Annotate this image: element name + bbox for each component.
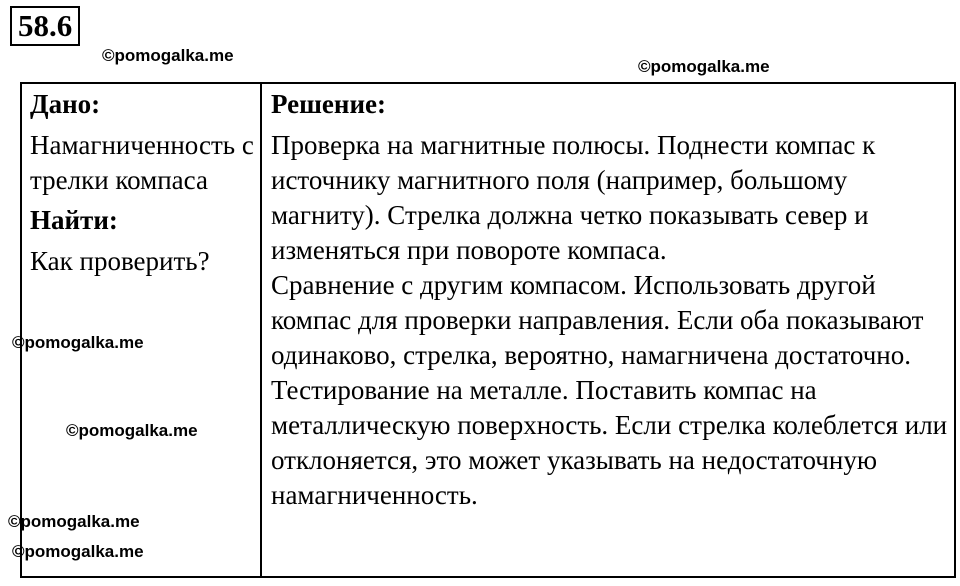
problem-number: 58.6 — [10, 6, 80, 46]
watermark: ©pomogalka.me — [638, 57, 770, 76]
watermark: ©pomogalka.me — [8, 512, 140, 531]
watermark: ©pomogalka.me — [12, 542, 144, 561]
find-heading: Найти: — [30, 205, 118, 235]
given-column — [22, 84, 262, 576]
given-heading: Дано: — [30, 89, 101, 119]
solution-column — [262, 84, 954, 576]
solution-paragraph: Проверка на магнитные полюсы. Поднести компас к источнику магнитного поля (например, большому магниту). Стрелка должна четко показывать север и изменяться при повороте компаса. — [271, 130, 876, 265]
given-text: Намагниченность стрелки компаса — [30, 130, 254, 195]
watermark: ©pomogalka.me — [66, 421, 198, 440]
solution-paragraph: Тестирование на металле. Поставить компас на металлическую поверхность. Если стрелка колеблется или отклоняется, это может указывать на недостаточную намагниченность. — [271, 375, 948, 510]
solution-paragraph: Сравнение с другим компасом. Использовать другой компас для проверки направления. Если оба показывают одинаково, стрелка, вероятно, намагничена достаточно. — [271, 270, 924, 370]
solution-table — [20, 82, 956, 578]
find-text: Как проверить? — [30, 246, 210, 276]
solution-heading: Решение: — [271, 89, 386, 119]
solution-text — [271, 128, 948, 513]
watermark: ©pomogalka.me — [12, 333, 144, 352]
watermark: ©pomogalka.me — [102, 46, 234, 65]
